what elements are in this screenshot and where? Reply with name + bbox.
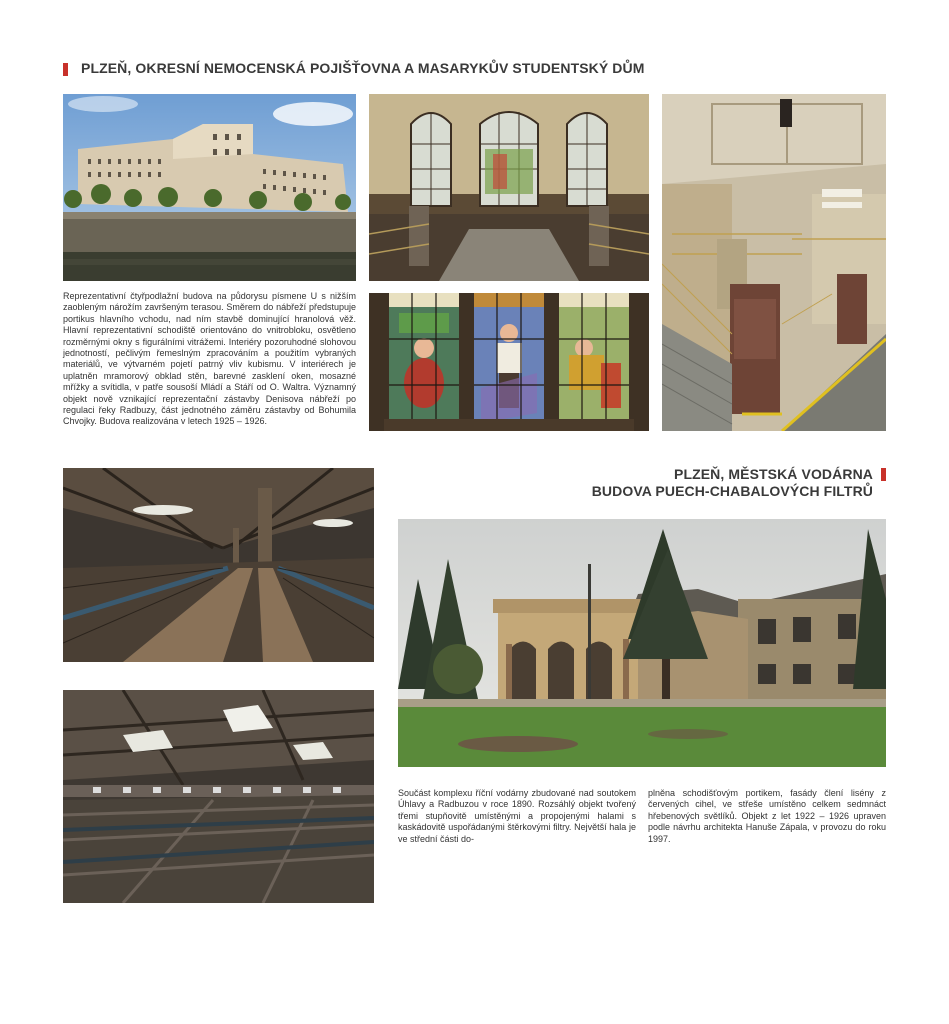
heading-marker [63, 63, 68, 76]
photo-stained-glass [369, 293, 649, 431]
section2-body-col2: plněna schodišťovým portikem, fasády člení lisény z červených cihel, ve střeše umístěno celkem sedmnáct hřebenových světlíků. Objekt z let 1922 – 1926 upraven podle návrhu architekta Hanuše Zápala, v provozu do roku 1997. [648, 788, 886, 844]
photo-filter-hall-2 [63, 690, 374, 903]
photo-waterworks-exterior [398, 519, 886, 767]
photo-interior-windows [369, 94, 649, 281]
photo-building-exterior [63, 94, 356, 281]
section2-body-col1: Součást komplexu říční vodárny zbudované nad soutokem Úhlavy a Radbuzou v roce 1890. Rozsáhlý objekt tvořený třemi stupňovitě umístěnými a propojenými halami s kaskádovitě uspořádanými štěrkovými filtry. Největší hala je ve střední části do- [398, 788, 636, 844]
photo-staircase [662, 94, 886, 431]
heading-marker [881, 468, 886, 481]
section1-title: PLZEŇ, OKRESNÍ NEMOCENSKÁ POJIŠŤOVNA A MASARYKŮV STUDENTSKÝ DŮM [81, 60, 645, 76]
section2-title-line1: PLZEŇ, MĚSTSKÁ VODÁRNA [674, 466, 873, 482]
photo-filter-hall-1 [63, 468, 374, 662]
section1-body: Reprezentativní čtyřpodlažní budova na půdorysu písmene U s nižším zaobleným nárožím završeným terasou. Směrem do nábřeží předstupuje portikus hlavního vchodu, nad ním stavbě dominující hranolová věž. Hlavní reprezentativní schodiště orientováno do vnitrobloku, osvětleno rozměrnými okny s figurálními vitrážemi. Interiéry pozoruhodné slohovou jednotností, pečlivým řemeslným zpracováním a použitím vybraných materiálů, ve výtvarném pojetí patrný vliv kubismu. V interiérech je uplatněn mramorový obklad stěn, barevné zasklení oken, mosazné mřížky a svítidla, v patře sousoší Mládí a Stáří od O. Waltra. Významný objekt nově vznikající reprezentační zástavby Denisova nábřeží po regulaci řeky Radbuzy, část jednotného záměru zástavby od Bohumila Chvojky. Budova realizována v letech 1925 – 1926. [63, 291, 356, 427]
section2-title-line2: BUDOVA PUECH-CHABALOVÝCH FILTRŮ [591, 483, 873, 499]
